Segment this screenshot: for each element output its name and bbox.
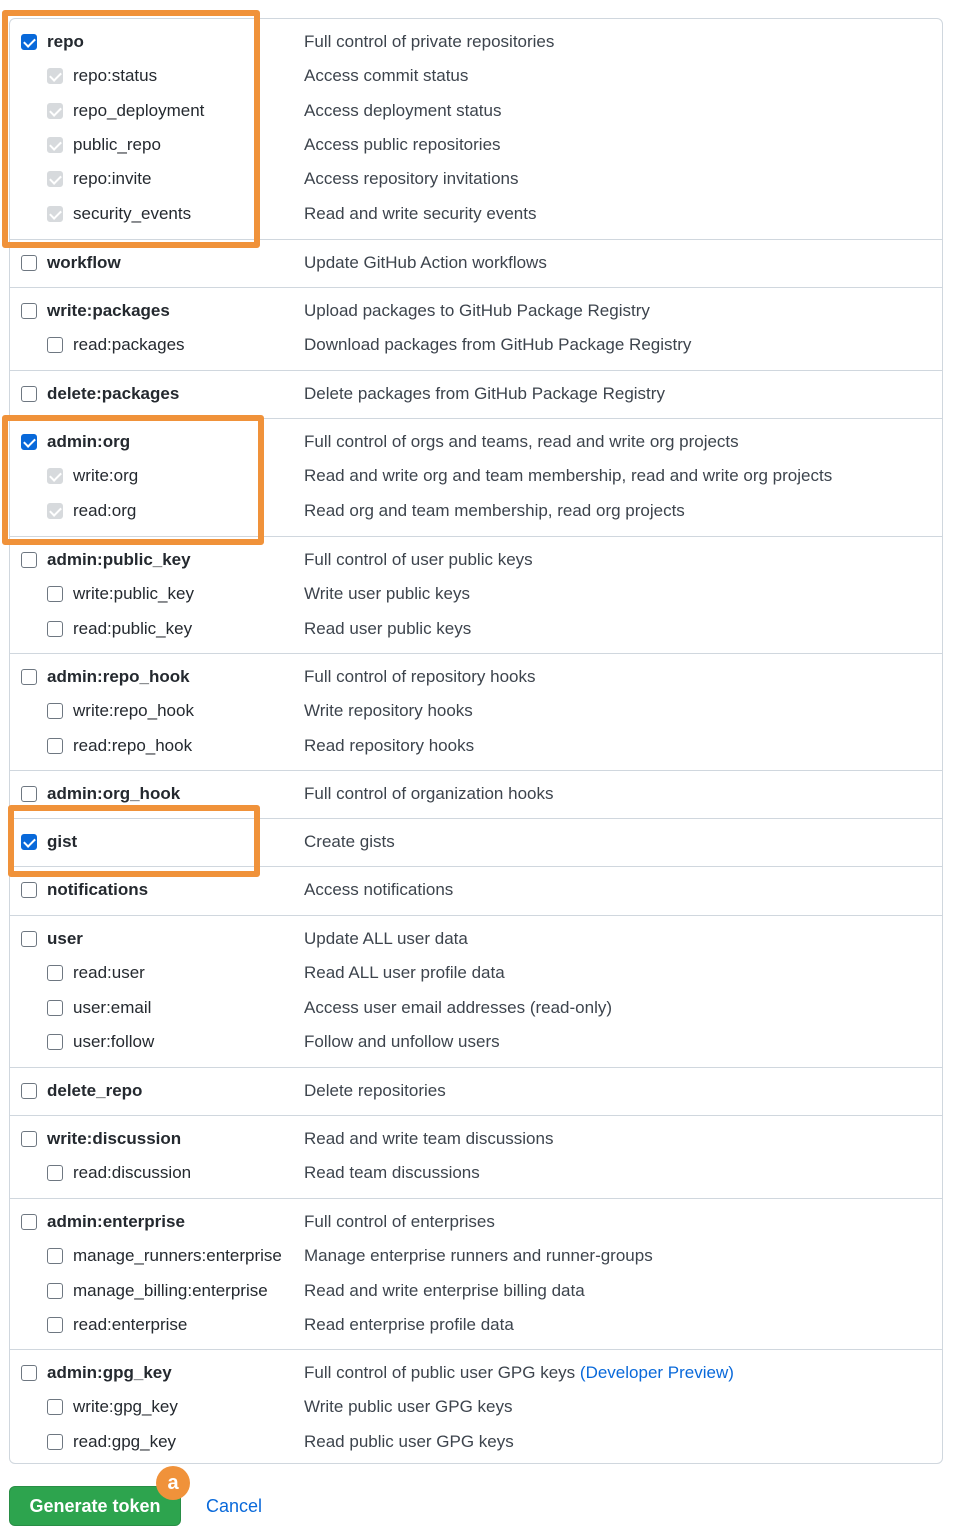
scope-row-admin-org-hook[interactable]	[10, 777, 942, 811]
scope-group-delete-packages	[10, 370, 942, 419]
scope-group-admin-org-hook	[10, 770, 942, 819]
scope-desc-public-repo: Access public repositories	[304, 135, 501, 154]
scope-desc-delete-repo: Delete repositories	[304, 1081, 446, 1100]
checkbox-read-user[interactable]	[47, 965, 63, 981]
scope-row-write-org[interactable]	[10, 459, 942, 493]
scope-row-read-org[interactable]	[10, 494, 942, 528]
scope-desc-write-gpg-key: Write public user GPG keys	[304, 1397, 513, 1416]
scope-row-gist[interactable]	[10, 825, 942, 859]
scope-group-admin-public-key	[10, 536, 942, 654]
checkbox-write-discussion[interactable]	[21, 1131, 37, 1147]
scope-row-repo-status[interactable]	[10, 59, 942, 93]
scope-label-workflow: workflow	[47, 253, 121, 272]
checkbox-admin-gpg-key[interactable]	[21, 1365, 37, 1381]
scope-label-admin-gpg-key: admin:gpg_key	[47, 1363, 172, 1382]
checkbox-security-events[interactable]	[47, 206, 63, 222]
scope-label-repo: repo	[47, 32, 84, 51]
scope-row-admin-enterprise[interactable]	[10, 1205, 942, 1239]
scope-label-write-gpg-key: write:gpg_key	[73, 1397, 178, 1416]
annotation-badge: a	[156, 1466, 190, 1500]
checkbox-manage-runners-enterprise[interactable]	[47, 1248, 63, 1264]
scope-desc-repo-status: Access commit status	[304, 66, 469, 85]
checkbox-delete-repo[interactable]	[21, 1083, 37, 1099]
scope-desc-admin-enterprise: Full control of enterprises	[304, 1212, 495, 1231]
checkbox-admin-org-hook[interactable]	[21, 786, 37, 802]
scope-desc-user-follow: Follow and unfollow users	[304, 1032, 500, 1051]
checkbox-read-public-key[interactable]	[47, 621, 63, 637]
scope-label-user-follow: user:follow	[73, 1032, 155, 1051]
scope-desc-manage-runners-enterprise: Manage enterprise runners and runner-groups	[304, 1246, 653, 1265]
scope-label-admin-public-key: admin:public_key	[47, 550, 191, 569]
scope-group-gist	[10, 818, 942, 867]
scope-label-admin-org-hook: admin:org_hook	[47, 784, 181, 803]
scope-row-read-public-key[interactable]	[10, 612, 942, 646]
scope-row-repo-deployment[interactable]	[10, 94, 942, 128]
checkbox-gist[interactable]	[21, 834, 37, 850]
scope-label-read-repo-hook: read:repo_hook	[73, 736, 193, 755]
scope-desc-read-discussion: Read team discussions	[304, 1163, 480, 1182]
scope-label-admin-org: admin:org	[47, 432, 131, 451]
scope-row-notifications[interactable]	[10, 873, 942, 907]
scope-label-repo-deployment: repo_deployment	[73, 101, 205, 120]
checkbox-write-repo-hook[interactable]	[47, 703, 63, 719]
scope-desc-read-org: Read org and team membership, read org projects	[304, 501, 685, 520]
scope-group-discussion	[10, 1115, 942, 1199]
scope-desc-admin-repo-hook: Full control of repository hooks	[304, 667, 536, 686]
scope-desc-read-public-key: Read user public keys	[304, 619, 472, 638]
scope-row-write-packages[interactable]	[10, 294, 942, 328]
scope-group-enterprise	[10, 1198, 942, 1350]
checkbox-write-gpg-key[interactable]	[47, 1399, 63, 1415]
checkbox-user-follow[interactable]	[47, 1034, 63, 1050]
scope-row-user-email[interactable]	[10, 991, 942, 1025]
scope-label-user: user	[47, 929, 83, 948]
scope-row-user-follow[interactable]	[10, 1025, 942, 1059]
checkbox-read-packages[interactable]	[47, 337, 63, 353]
scope-label-read-discussion: read:discussion	[73, 1163, 192, 1182]
scope-desc-write-org: Read and write org and team membership, read and write org projects	[304, 466, 833, 485]
scope-desc-repo: Full control of private repositories	[304, 32, 555, 51]
scope-desc-delete-packages: Delete packages from GitHub Package Registry	[304, 384, 665, 403]
scope-group-workflow	[10, 239, 942, 288]
checkbox-read-discussion[interactable]	[47, 1165, 63, 1181]
checkbox-admin-org[interactable]	[21, 434, 37, 450]
scope-label-user-email: user:email	[73, 998, 152, 1017]
checkbox-admin-enterprise[interactable]	[21, 1214, 37, 1230]
scope-row-read-repo-hook[interactable]	[10, 729, 942, 763]
scope-desc-admin-org-hook: Full control of organization hooks	[304, 784, 554, 803]
scope-desc-user: Update ALL user data	[304, 929, 468, 948]
scope-row-workflow[interactable]	[10, 246, 942, 280]
scope-desc-write-public-key: Write user public keys	[304, 584, 470, 603]
scope-row-admin-public-key[interactable]	[10, 543, 942, 577]
checkbox-repo-invite[interactable]	[47, 171, 63, 187]
checkbox-repo-status[interactable]	[47, 68, 63, 84]
scope-group-packages	[10, 287, 942, 371]
scope-label-notifications: notifications	[47, 880, 149, 899]
scope-label-write-packages: write:packages	[47, 301, 170, 320]
scope-label-repo-invite: repo:invite	[73, 169, 152, 188]
checkbox-repo[interactable]	[21, 34, 37, 50]
scope-label-repo-status: repo:status	[73, 66, 158, 85]
scope-row-security-events[interactable]	[10, 197, 942, 231]
scopes-list	[9, 18, 943, 1464]
checkbox-read-gpg-key[interactable]	[47, 1434, 63, 1450]
scope-desc-admin-org: Full control of orgs and teams, read and write org projects	[304, 432, 739, 451]
scope-desc-gist: Create gists	[304, 832, 395, 851]
scope-label-read-user: read:user	[73, 963, 145, 982]
scope-group-admin-repo-hook	[10, 653, 942, 771]
developer-preview-link[interactable]: (Developer Preview)	[579, 1363, 734, 1382]
scope-row-repo-invite[interactable]	[10, 162, 942, 196]
scope-label-read-packages: read:packages	[73, 335, 185, 354]
checkbox-workflow[interactable]	[21, 255, 37, 271]
checkbox-admin-repo-hook[interactable]	[21, 669, 37, 685]
checkbox-notifications[interactable]	[21, 882, 37, 898]
checkbox-manage-billing-enterprise[interactable]	[47, 1283, 63, 1299]
checkbox-write-packages[interactable]	[21, 303, 37, 319]
scope-row-write-repo-hook[interactable]	[10, 694, 942, 728]
scope-label-read-enterprise: read:enterprise	[73, 1315, 188, 1334]
checkbox-user[interactable]	[21, 931, 37, 947]
scope-desc-write-repo-hook: Write repository hooks	[304, 701, 473, 720]
scope-row-read-gpg-key[interactable]	[10, 1425, 942, 1459]
scope-row-repo[interactable]	[10, 25, 942, 59]
checkbox-delete-packages[interactable]	[21, 386, 37, 402]
scope-desc-notifications: Access notifications	[304, 880, 454, 899]
scope-row-admin-repo-hook[interactable]	[10, 660, 942, 694]
scope-desc-write-discussion: Read and write team discussions	[304, 1129, 554, 1148]
scope-desc-security-events: Read and write security events	[304, 204, 537, 223]
scope-desc-user-email: Access user email addresses (read-only)	[304, 998, 613, 1017]
scope-row-read-user[interactable]	[10, 956, 942, 990]
scope-desc-manage-billing-enterprise: Read and write enterprise billing data	[304, 1281, 585, 1300]
scope-row-write-public-key[interactable]	[10, 577, 942, 611]
scope-row-delete-packages[interactable]	[10, 377, 942, 411]
scope-group-repo	[10, 19, 942, 239]
scope-row-read-packages[interactable]	[10, 328, 942, 362]
scope-label-admin-enterprise: admin:enterprise	[47, 1212, 185, 1231]
scope-row-admin-gpg-key[interactable]	[10, 1356, 942, 1390]
scope-label-public-repo: public_repo	[73, 135, 161, 154]
scope-desc-read-repo-hook: Read repository hooks	[304, 736, 475, 755]
scope-row-public-repo[interactable]	[10, 128, 942, 162]
checkbox-read-org[interactable]	[47, 503, 63, 519]
scope-row-manage-billing-enterprise[interactable]	[10, 1274, 942, 1308]
generate-token-button[interactable]: Generate token	[9, 1486, 181, 1526]
scope-label-delete-packages: delete:packages	[47, 384, 180, 403]
checkbox-public-repo[interactable]	[47, 137, 63, 153]
scope-row-write-discussion[interactable]	[10, 1122, 942, 1156]
scope-row-admin-org[interactable]	[10, 425, 942, 459]
scope-group-gpg-key	[10, 1349, 942, 1464]
scope-row-delete-repo[interactable]	[10, 1074, 942, 1108]
scope-label-read-gpg-key: read:gpg_key	[73, 1432, 177, 1451]
scope-group-admin-org	[10, 418, 942, 537]
checkbox-write-public-key[interactable]	[47, 586, 63, 602]
checkbox-user-email[interactable]	[47, 1000, 63, 1016]
scope-group-user	[10, 915, 942, 1068]
scope-desc-admin-gpg-key	[304, 1363, 734, 1383]
scope-label-write-repo-hook: write:repo_hook	[73, 701, 194, 720]
cancel-link[interactable]: Cancel	[206, 1496, 263, 1516]
checkbox-write-org[interactable]	[47, 468, 63, 484]
scope-label-manage-billing-enterprise: manage_billing:enterprise	[73, 1281, 268, 1300]
scope-group-delete-repo	[10, 1067, 942, 1116]
checkbox-read-repo-hook[interactable]	[47, 738, 63, 754]
scope-label-write-org: write:org	[73, 466, 139, 485]
scope-label-read-public-key: read:public_key	[73, 619, 193, 638]
checkbox-repo-deployment[interactable]	[47, 103, 63, 119]
scope-row-read-enterprise[interactable]	[10, 1308, 942, 1342]
checkbox-read-enterprise[interactable]	[47, 1317, 63, 1333]
scope-desc-read-packages: Download packages from GitHub Package Registry	[304, 335, 692, 354]
scope-label-read-org: read:org	[73, 501, 137, 520]
scope-label-manage-runners-enterprise: manage_runners:enterprise	[73, 1246, 282, 1265]
scope-row-write-gpg-key[interactable]	[10, 1390, 942, 1424]
scope-row-manage-runners-enterprise[interactable]	[10, 1239, 942, 1273]
scope-label-admin-repo-hook: admin:repo_hook	[47, 667, 190, 686]
scope-desc-admin-gpg-key-text: Full control of public user GPG keys	[304, 1363, 576, 1382]
scope-label-write-discussion: write:discussion	[47, 1129, 182, 1148]
scope-desc-repo-deployment: Access deployment status	[304, 101, 502, 120]
checkbox-admin-public-key[interactable]	[21, 552, 37, 568]
scope-group-notifications	[10, 866, 942, 916]
scope-desc-read-enterprise: Read enterprise profile data	[304, 1315, 514, 1334]
scope-desc-write-packages: Upload packages to GitHub Package Registry	[304, 301, 650, 320]
scope-desc-repo-invite: Access repository invitations	[304, 169, 519, 188]
scope-label-delete-repo: delete_repo	[47, 1081, 143, 1100]
scope-label-gist: gist	[47, 832, 78, 851]
scope-desc-admin-public-key: Full control of user public keys	[304, 550, 533, 569]
scope-desc-read-gpg-key: Read public user GPG keys	[304, 1432, 514, 1451]
scope-row-user[interactable]	[10, 922, 942, 956]
scope-label-security-events: security_events	[73, 204, 192, 223]
scope-row-read-discussion[interactable]	[10, 1156, 942, 1190]
scope-desc-workflow: Update GitHub Action workflows	[304, 253, 547, 272]
scope-desc-read-user: Read ALL user profile data	[304, 963, 505, 982]
scope-label-write-public-key: write:public_key	[73, 584, 194, 603]
